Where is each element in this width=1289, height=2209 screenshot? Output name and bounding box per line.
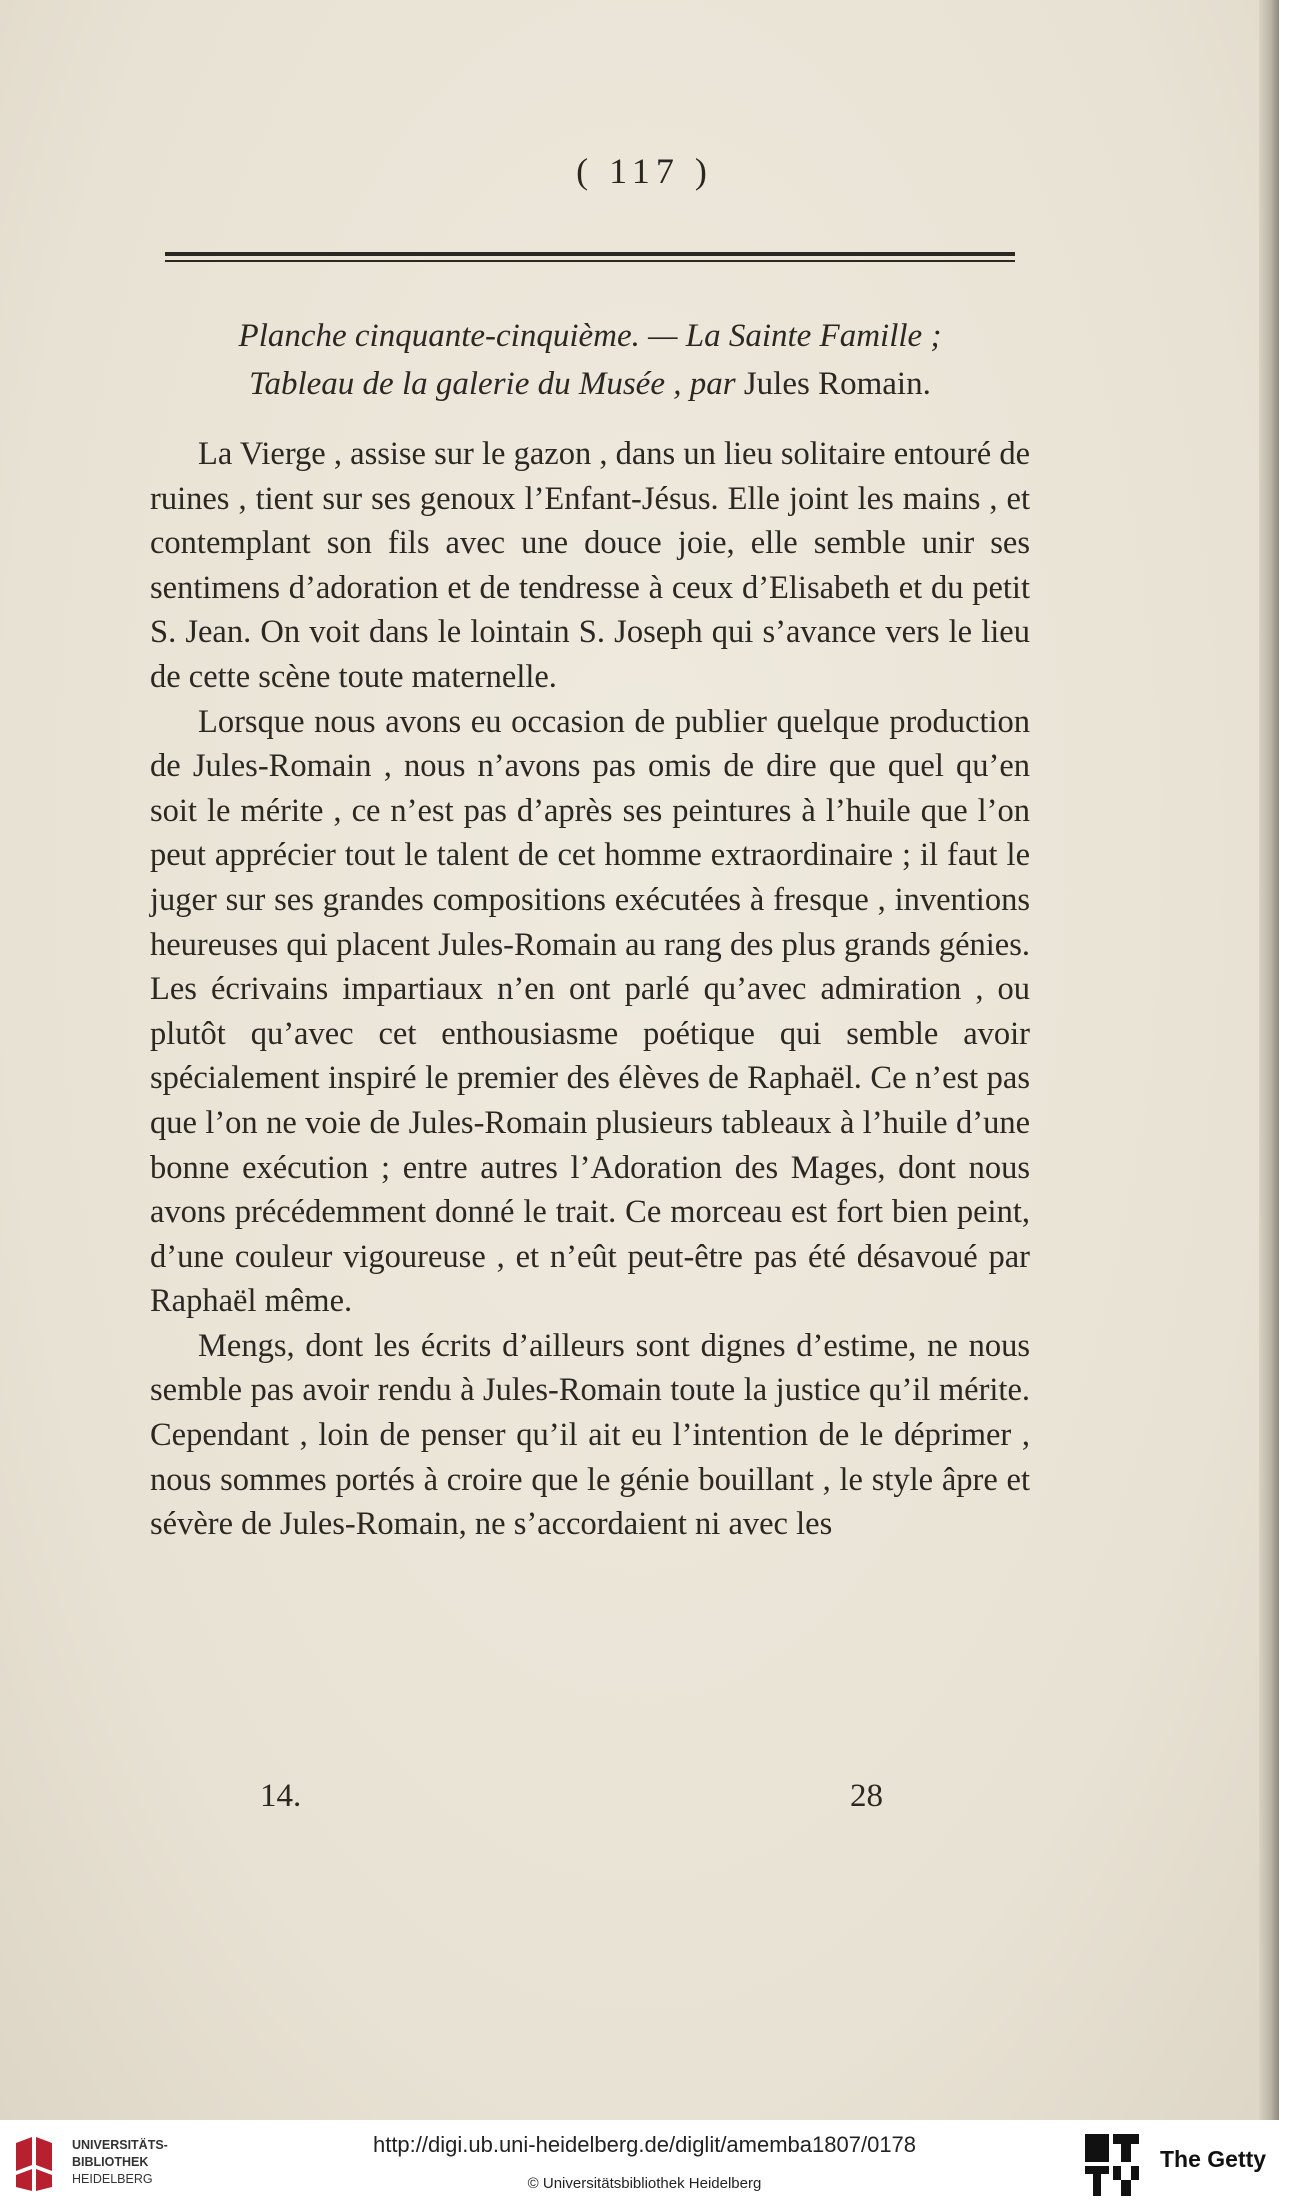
paragraph-3: Mengs, dont les écrits d’ailleurs sont dignes d’estime, ne nous semble pas avoir rendu à Jules-Romain toute la justice qu’il mérite. Cependant , loin de penser qu’il ait eu l’intention de le déprimer , nous sommes portés à croire que le génie bouillant , le style âpre et sévère de Jules-Romain, ne s’accordaient ni avec les <box>150 1327 1030 1543</box>
heading-line-1: Planche cinquante-cinquième. — La Sainte Famille ; <box>238 318 942 354</box>
library-name-line-1: UNIVERSITÄTS- <box>72 2138 168 2152</box>
digitization-footer <box>0 2120 1289 2209</box>
paragraph-1: La Vierge , assise sur le gazon , dans un lieu solitaire entouré de ruines , tient sur ses genoux l’Enfant-Jésus. Elle joint les mains , et contemplant son fils avec une douce joie, elle semble unir ses sentimens d’adoration et de tendresse à ceux d’Elisabeth et du petit S. Jean. On voit dans le lointain S. Joseph qui s’avance vers le lieu de cette scène toute maternelle. <box>150 436 1030 695</box>
permalink-url[interactable]: http://digi.ub.uni-heidelberg.de/diglit/amemba1807/0178 <box>372 2132 917 2157</box>
header-rule-thin <box>165 260 1015 262</box>
paragraph-2: Lorsque nous avons eu occasion de publier quelque production de Jules-Romain , nous n’avons pas omis de dire que quel qu’en soit le mérite , ce n’est pas d’après ses peintures à l’huile que l’on peut apprécier tout le talent de cet homme extraordinaire ; il faut le juger sur ses grandes compositions exécutées à fresque , inventions heureuses qui placent Jules-Romain au rang des plus grands génies. Les écrivains impartiaux n’en ont parlé qu’avec admiration , ou plutôt qu’avec cet enthousiasme poétique qui semble avoir spécialement inspiré le premier des élèves de Raphaël. Ce n’est pas que l’on ne voie de Jules-Romain plusieurs tableaux à l’huile d’une bonne exécution ; entre autres l’Adoration des Mages, dont nous avons précédemment donné le trait. Ce morceau est fort bien peint, d’une couleur vigoureuse , et n’eût peut-être pas été désavoué par Raphaël même. <box>150 703 1030 1320</box>
body-text <box>150 432 1030 1547</box>
gathering-number: 28 <box>850 1778 883 1814</box>
page-number: ( 117 ) <box>576 151 713 191</box>
heading-line-2-italic: Tableau de la galerie du Musée , par <box>249 366 736 402</box>
copyright-notice: © Universitätsbibliothek Heidelberg <box>527 2175 762 2192</box>
signature-number: 14. <box>260 1778 302 1814</box>
getty-logo-icon <box>1083 2132 1141 2198</box>
book-spine-shadow <box>1259 0 1279 2120</box>
plate-heading <box>150 312 1030 408</box>
heading-author: Jules Romain. <box>743 366 931 402</box>
library-name-line-3: HEIDELBERG <box>72 2172 153 2186</box>
header-rule-thick <box>165 252 1015 256</box>
library-name-line-2: BIBLIOTHEK <box>72 2155 149 2169</box>
getty-name: The Getty <box>1160 2146 1267 2172</box>
heading-line-2 <box>150 360 1030 408</box>
